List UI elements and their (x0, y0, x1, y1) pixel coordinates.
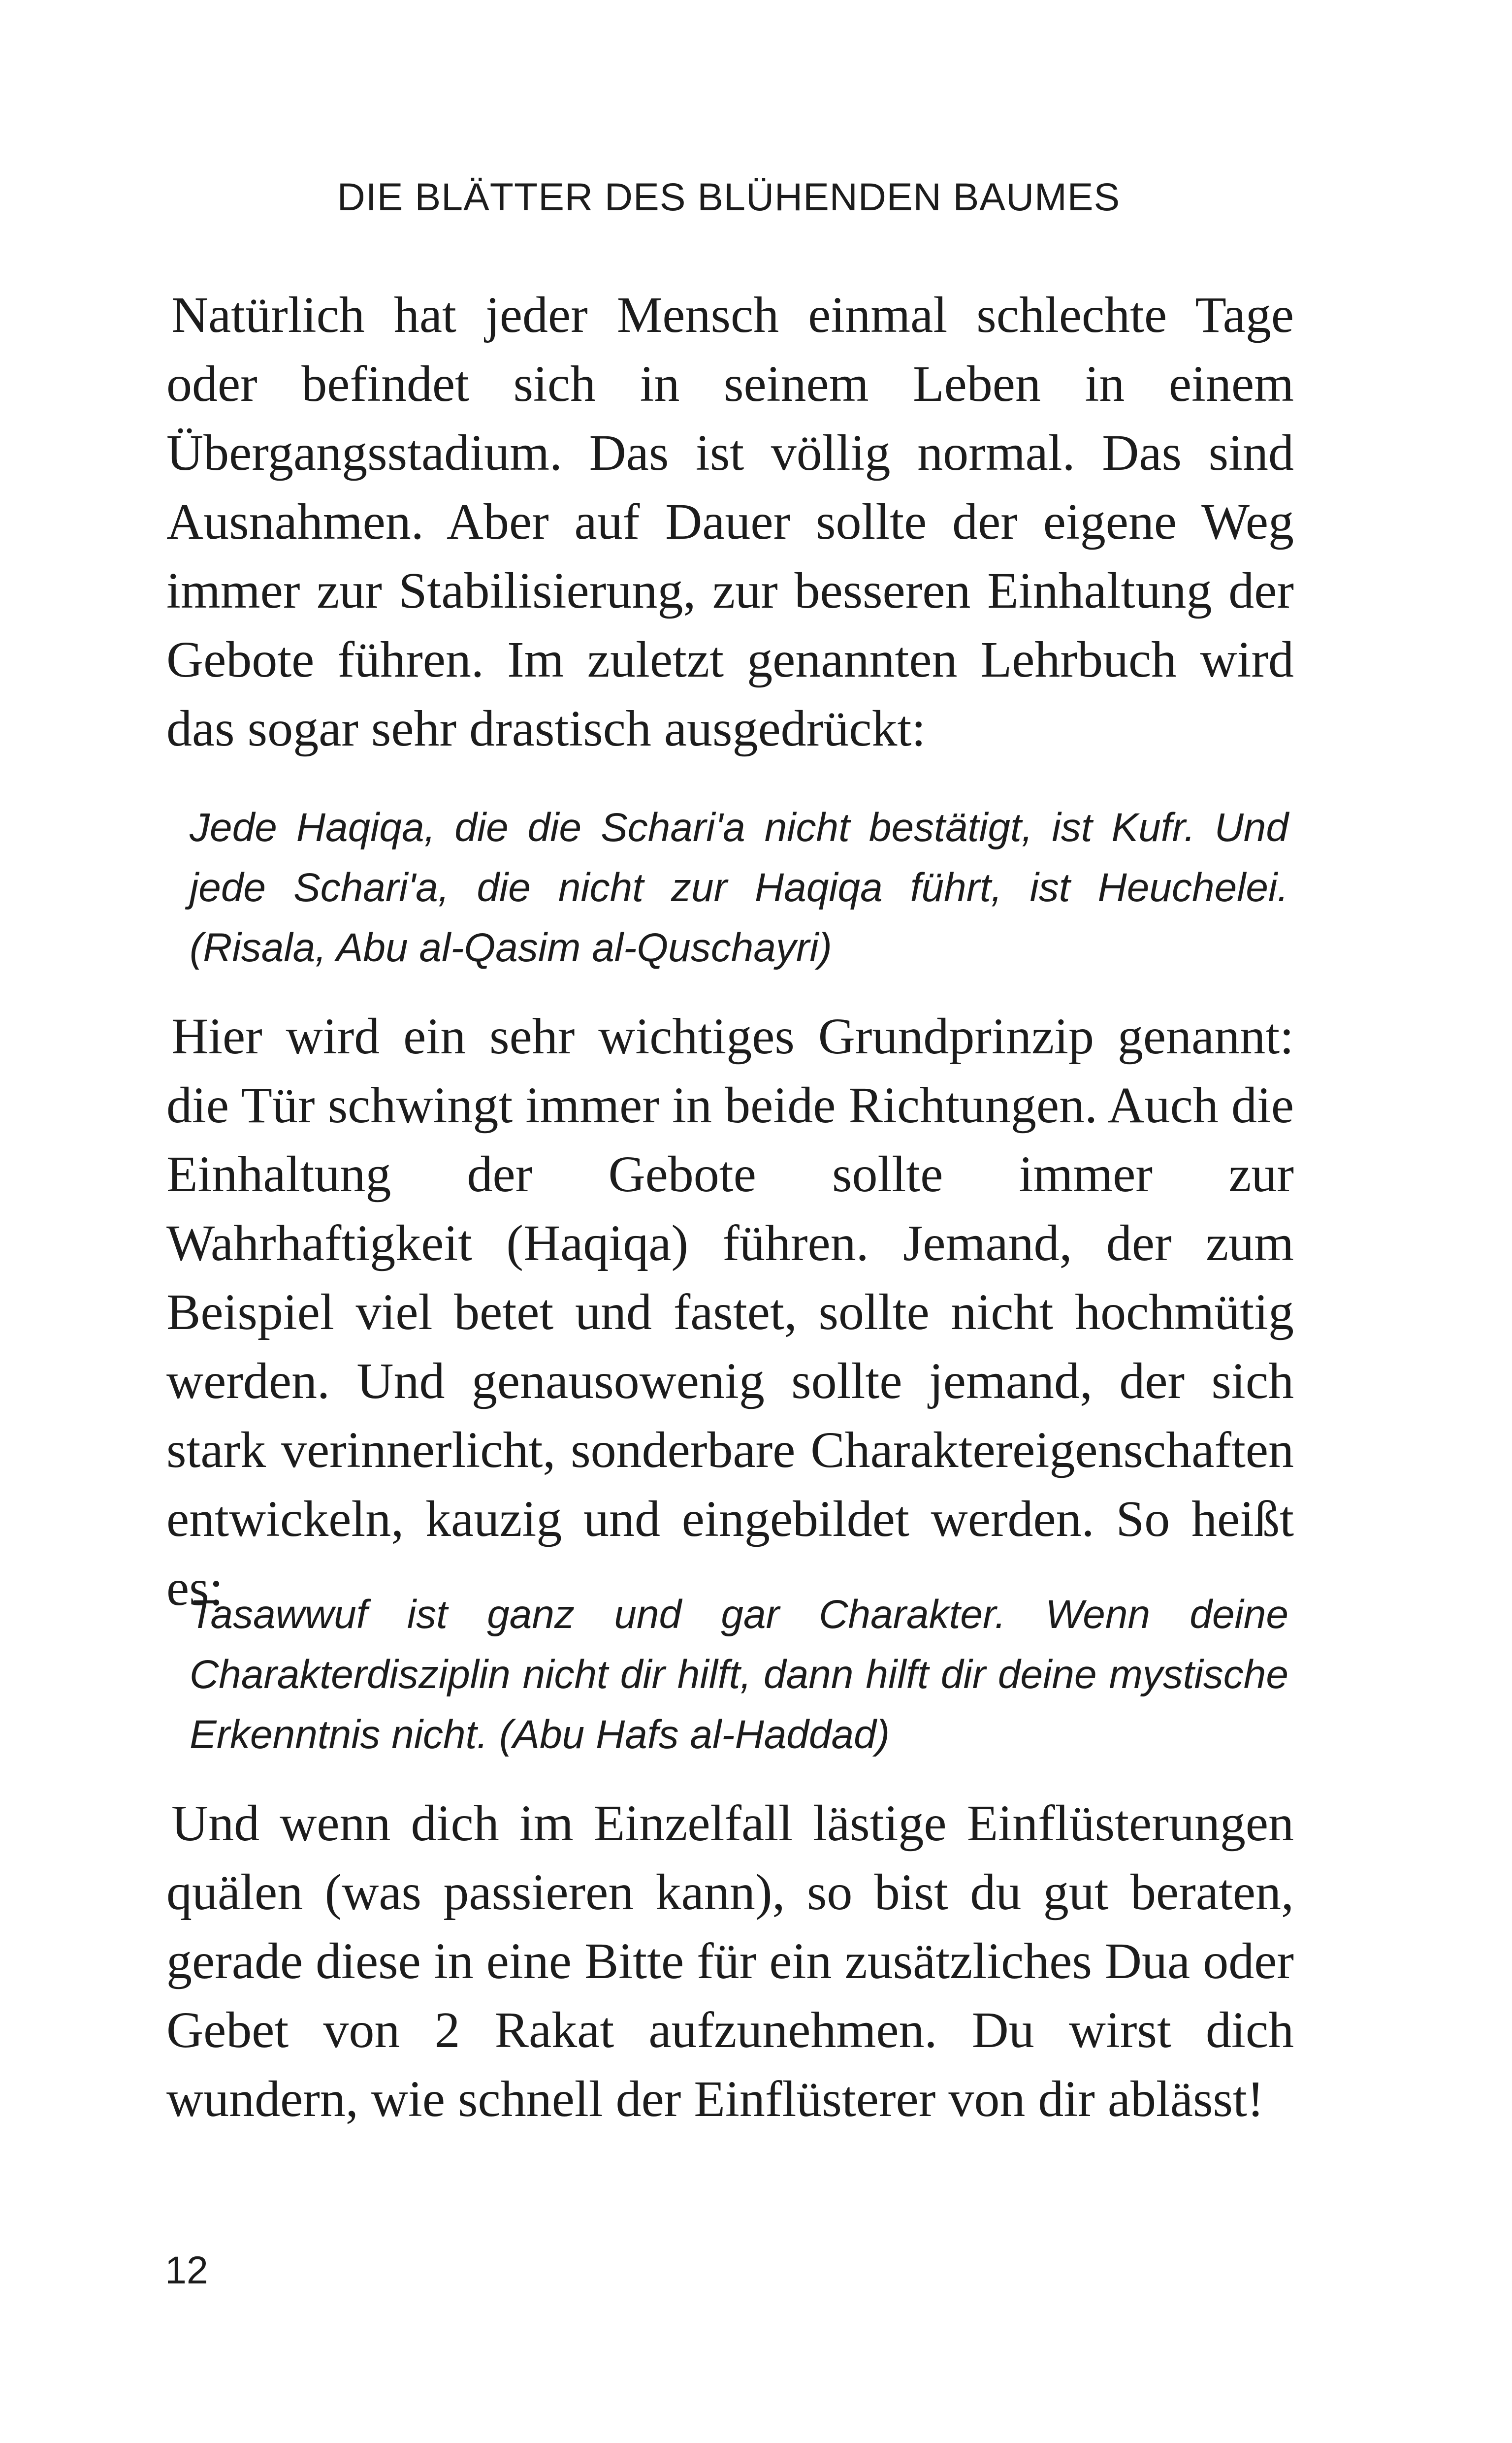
body-paragraph: Hier wird ein sehr wichtiges Grundprinzip genannt: die Tür schwingt immer in beide Richtungen. Auch die Einhaltung der Gebote sollte immer zur Wahrhaftigkeit (Haqiqa) führen. Jemand, der zum Beispiel viel betet und fastet, sollte nicht hochmütig werden. Und genausowenig sollte jemand, der sich stark verinnerlicht, sonderbare Charaktereigenschaften entwickeln, kauzig und eingebildet werden. So heißt es: (166, 1008, 1294, 1616)
block-quote: Jede Haqiqa, die die Schari'a nicht bestätigt, ist Kufr. Und jede Schari'a, die nicht zur Haqiqa führt, ist Heuchelei. (Risala, Abu al-Qasim al-Quschayri) (190, 805, 1288, 970)
body-paragraph: Natürlich hat jeder Mensch einmal schlechte Tage oder befindet sich in seinem Leben in einem Übergangsstadium. Das ist völlig normal. Das sind Ausnahmen. Aber auf Dauer sollte der eigene Weg immer zur Stabilisierung, zur besseren Einhaltung der Gebote führen. Im zuletzt genannten Lehrbuch wird das sogar sehr drastisch ausgedrückt: (166, 287, 1294, 757)
running-title: DIE BLÄTTER DES BLÜHENDEN BAUMES (337, 175, 1121, 219)
body-paragraph: Und wenn dich im Einzelfall lästige Einflüsterungen quälen (was passieren kann), so bist du gut beraten, gerade diese in eine Bitte für ein zusätzliches Dua oder Gebet von 2 Rakat aufzunehmen. Du wirst dich wundern, wie schnell der Einflüsterer von dir ablässt! (166, 1795, 1294, 2127)
page-number: 12 (165, 2248, 208, 2292)
block-quote: Tasawwuf ist ganz und gar Charakter. Wenn deine Charakterdisziplin nicht dir hilft, dann hilft dir deine mystische Erkenntnis nicht. (Abu Hafs al-Haddad) (190, 1592, 1288, 1757)
